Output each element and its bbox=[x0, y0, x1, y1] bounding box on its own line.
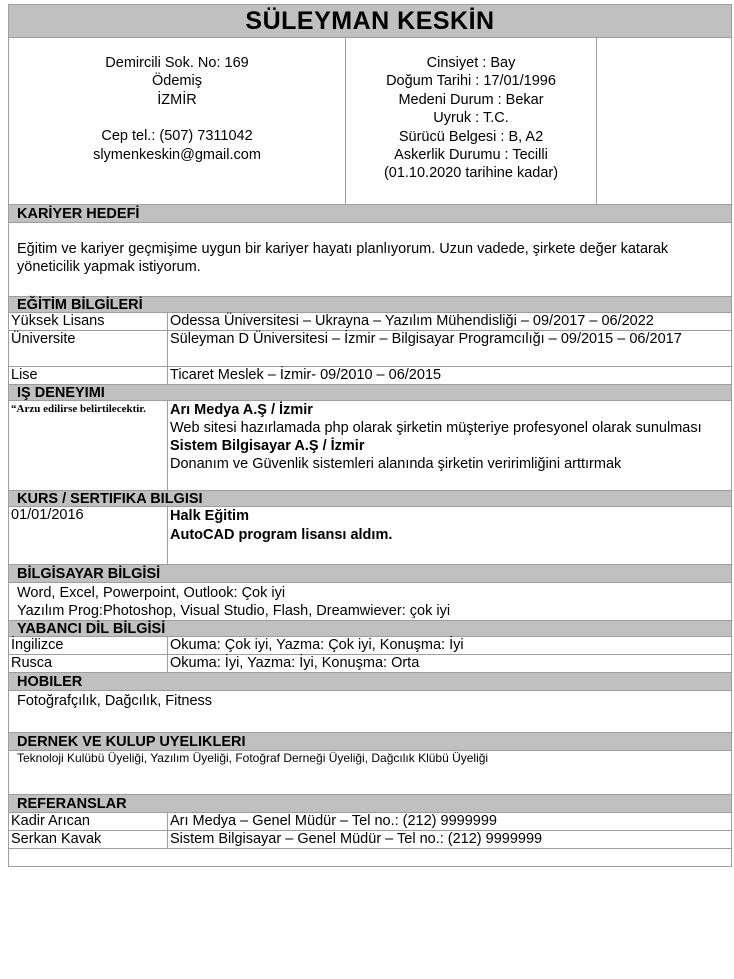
email-text: slymenkeskin@gmail.com bbox=[93, 146, 261, 163]
education-row bbox=[8, 331, 732, 367]
section-header-career: KARİYER HEDEFİ bbox=[8, 205, 732, 223]
course-organization: Halk Eğitim bbox=[170, 508, 249, 524]
nationality-text: Uyruk : T.C. bbox=[433, 110, 509, 127]
job-description: Donanım ve Güvenlik sistemleri alanında şirketin veririmliğini arttırmak bbox=[170, 456, 622, 472]
job-description: Web sitesi hazırlamada php olarak şirketin müşteriye profesyonel olarak sunulması bbox=[170, 420, 702, 436]
course-row bbox=[8, 507, 732, 565]
section-header-computer: BİLGİSAYAR BİLGİSİ bbox=[8, 565, 732, 583]
birth-date-text: Doğum Tarihi : 17/01/1996 bbox=[386, 73, 556, 90]
phone-text: Cep tel.: (507) 7311042 bbox=[101, 128, 253, 145]
personal-info-column bbox=[346, 38, 597, 204]
contact-block bbox=[8, 38, 732, 205]
education-level: Yüksek Lisans bbox=[9, 313, 168, 330]
education-detail: Ticaret Meslek – İzmir- 09/2010 – 06/2015 bbox=[170, 367, 442, 383]
address-line: İZMİR bbox=[157, 91, 197, 108]
education-detail: Odessa Üniversitesi – Ukrayna – Yazılım Mühendisliği – 09/2017 – 06/2022 bbox=[170, 313, 654, 329]
address-column bbox=[9, 38, 346, 204]
reference-name: Kadir Arıcan bbox=[9, 813, 168, 830]
driving-license-text: Sürücü Belgesi : B, A2 bbox=[398, 128, 544, 145]
language-name: İngilizce bbox=[9, 637, 168, 654]
education-level: Lise bbox=[9, 367, 168, 384]
gender-text: Cinsiyet : Bay bbox=[426, 55, 516, 71]
computer-skill-line: Word, Excel, Powerpoint, Outlook: Çok iyi bbox=[17, 585, 286, 601]
section-header-courses: KURS / SERTIFIKA BILGISI bbox=[8, 491, 732, 507]
address-line: Demircili Sok. No: 169 bbox=[105, 55, 249, 71]
empty-row bbox=[8, 849, 732, 867]
education-level: Üniversite bbox=[9, 331, 168, 366]
computer-skill-line: Yazılım Prog:Photoshop, Visual Studio, Flash, Dreamwiever: çok iyi bbox=[17, 603, 451, 619]
education-detail: Süleyman D Üniversitesi – İzmir – Bilgisayar Programcılığı – 09/2015 – 06/2017 bbox=[170, 331, 682, 347]
career-goal-text: Eğitim ve kariyer geçmişime uygun bir kariyer hayatı planlıyorum. Uzun vadede, şirkete değer katarak yöneticilik yapmak istiyorum. bbox=[8, 223, 732, 297]
hobbies-text: Fotoğrafçılık, Dağcılık, Fitness bbox=[8, 691, 732, 733]
section-header-languages: YABANCI DİL BİLGİSİ bbox=[8, 621, 732, 637]
language-name: Rusca bbox=[9, 655, 168, 672]
education-row bbox=[8, 367, 732, 385]
company-name: Sistem Bilgisayar A.Ş / İzmir bbox=[170, 438, 365, 454]
education-row bbox=[8, 313, 732, 331]
address-line: Ödemiş bbox=[152, 73, 202, 90]
reference-row bbox=[8, 813, 732, 831]
course-description: AutoCAD program lisansı aldım. bbox=[170, 527, 393, 543]
section-header-education: EĞİTİM BİLGİLERİ bbox=[8, 297, 732, 313]
course-date: 01/01/2016 bbox=[9, 507, 168, 564]
experience-note: “Arzu edilirse belirtilecektir. bbox=[9, 401, 168, 490]
language-level: Okuma: İyi, Yazma: İyi, Konuşma: Orta bbox=[170, 655, 420, 671]
language-level: Okuma: Çok iyi, Yazma: Çok iyi, Konuşma: İyi bbox=[170, 637, 464, 653]
military-status-text: Askerlik Durumu : Tecilli bbox=[394, 147, 548, 164]
marital-status-text: Medeni Durum : Bekar bbox=[398, 91, 544, 108]
reference-info: Arı Medya – Genel Müdür – Tel no.: (212) 9999999 bbox=[170, 813, 497, 829]
section-header-hobbies: HOBILER bbox=[8, 673, 732, 691]
computer-skills bbox=[8, 583, 732, 621]
reference-row bbox=[8, 831, 732, 849]
cv-document bbox=[8, 4, 732, 867]
military-until-text: (01.10.2020 tarihine kadar) bbox=[383, 165, 559, 182]
experience-row bbox=[8, 401, 732, 491]
section-header-references: REFERANSLAR bbox=[8, 795, 732, 813]
language-row bbox=[8, 655, 732, 673]
cv-name-title: SÜLEYMAN KESKİN bbox=[8, 4, 732, 38]
language-row bbox=[8, 637, 732, 655]
reference-info: Sistem Bilgisayar – Genel Müdür – Tel no.: (212) 9999999 bbox=[170, 831, 543, 847]
section-header-clubs: DERNEK VE KULUP UYELIKLERI bbox=[8, 733, 732, 751]
clubs-text: Teknoloji Kulübü Üyeliği, Yazılım Üyeliği, Fotoğraf Derneği Üyeliği, Dağcılık Klübü Üyeliği bbox=[8, 751, 732, 795]
company-name: Arı Medya A.Ş / İzmir bbox=[170, 402, 313, 418]
photo-placeholder bbox=[597, 38, 731, 204]
reference-name: Serkan Kavak bbox=[9, 831, 168, 848]
section-header-experience: IŞ DENEYIMI bbox=[8, 385, 732, 401]
